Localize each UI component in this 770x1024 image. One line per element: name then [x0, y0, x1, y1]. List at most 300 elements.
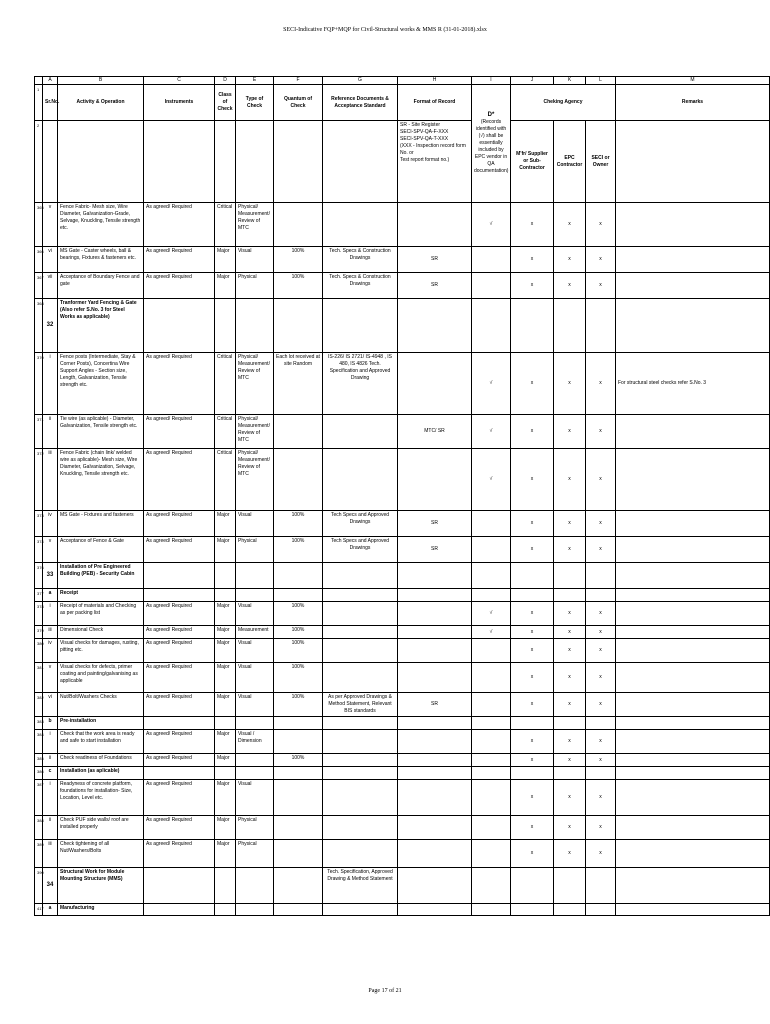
- row-number: 367: [35, 273, 43, 299]
- supplier-mark-cell: x: [511, 353, 554, 415]
- activity-cell: Fence posts (Intermediate, Stay & Corner Posts), Concertina Wire Support Angles - Section size, Length, Galvanization, Tensile strength etc.: [58, 353, 144, 415]
- seci-mark-cell: [586, 589, 616, 602]
- epc-mark-cell: x: [554, 537, 586, 563]
- serial-cell: vi: [43, 247, 58, 273]
- reference-cell: [323, 299, 398, 353]
- column-letter: D: [215, 77, 236, 85]
- table-row: [35, 904, 770, 916]
- epc-mark-cell: [554, 767, 586, 780]
- instruments-cell: As agreed/ Required: [144, 273, 215, 299]
- table-row: [35, 730, 770, 754]
- d-mark-cell: [472, 717, 511, 730]
- column-letter: K: [554, 77, 586, 85]
- class-cell: Major: [215, 663, 236, 693]
- activity-cell: Receipt: [58, 589, 144, 602]
- remarks-cell: [616, 589, 770, 602]
- serial-cell: v: [43, 537, 58, 563]
- column-letter: M: [616, 77, 770, 85]
- epc-mark-cell: [554, 868, 586, 904]
- row-number: 389: [35, 840, 43, 868]
- remarks-cell: [616, 273, 770, 299]
- type-cell: Visual: [236, 639, 274, 663]
- instruments-cell: [144, 904, 215, 916]
- d-mark-cell: [472, 537, 511, 563]
- supplier-mark-cell: x: [511, 639, 554, 663]
- serial-cell: iii: [43, 449, 58, 511]
- class-cell: [215, 299, 236, 353]
- type-cell: Visual: [236, 247, 274, 273]
- reference-cell: As per Approved Drawings & Method Statement, Relevant BIS standards: [323, 693, 398, 717]
- column-letter: C: [144, 77, 215, 85]
- type-cell: Visual: [236, 780, 274, 816]
- quantum-cell: 100%: [274, 273, 323, 299]
- activity-cell: Check tightening of all Nut/Washers/Bolts: [58, 840, 144, 868]
- remarks-cell: [616, 693, 770, 717]
- format-cell: [398, 203, 472, 247]
- quantum-cell: [274, 589, 323, 602]
- class-cell: Major: [215, 639, 236, 663]
- d-mark-cell: [472, 589, 511, 602]
- table-row: [35, 602, 770, 626]
- srno-header: Sr.No.: [43, 85, 58, 121]
- row-number: 387: [35, 780, 43, 816]
- remarks-cell: [616, 780, 770, 816]
- serial-cell: a: [43, 904, 58, 916]
- remarks-cell: [616, 717, 770, 730]
- class-cell: Major: [215, 693, 236, 717]
- remarks-cell: [616, 511, 770, 537]
- class-cell: Major: [215, 730, 236, 754]
- format-cell: MTC/ SR: [398, 415, 472, 449]
- column-letter: G: [323, 77, 398, 85]
- seci-mark-cell: x: [586, 273, 616, 299]
- instruments-cell: As agreed/ Required: [144, 639, 215, 663]
- serial-cell: iii: [43, 626, 58, 639]
- seci-mark-cell: [586, 563, 616, 589]
- row-number: 385: [35, 754, 43, 767]
- remarks-cell: [616, 537, 770, 563]
- format-cell: [398, 602, 472, 626]
- quantum-cell: [274, 816, 323, 840]
- instruments-cell: [144, 589, 215, 602]
- reference-cell: [323, 767, 398, 780]
- serial-cell: v: [43, 203, 58, 247]
- supplier-mark-cell: x: [511, 626, 554, 639]
- format-cell: [398, 904, 472, 916]
- d-mark-cell: [472, 663, 511, 693]
- instruments-cell: As agreed/ Required: [144, 203, 215, 247]
- supplier-mark-cell: x: [511, 693, 554, 717]
- instruments-cell: As agreed/ Required: [144, 754, 215, 767]
- serial-cell: a: [43, 589, 58, 602]
- table-row: [35, 816, 770, 840]
- format-cell: [398, 563, 472, 589]
- instruments-cell: [144, 717, 215, 730]
- seci-mark-cell: x: [586, 754, 616, 767]
- supplier-mark-cell: x: [511, 203, 554, 247]
- supplier-mark-cell: x: [511, 247, 554, 273]
- epc-mark-cell: x: [554, 449, 586, 511]
- quality-plan-table: [34, 76, 770, 916]
- supplier-mark-cell: x: [511, 449, 554, 511]
- format-cell: [398, 868, 472, 904]
- epc-mark-cell: x: [554, 639, 586, 663]
- format-cell: [398, 754, 472, 767]
- serial-cell: ii: [43, 816, 58, 840]
- seci-mark-cell: x: [586, 663, 616, 693]
- serial-cell: vi: [43, 693, 58, 717]
- serial-cell: 33: [43, 563, 58, 589]
- remarks-cell: [616, 904, 770, 916]
- activity-cell: Fence Fabric- Mesh size, Wire Diameter, Galvanization-Grade, Selvage, Knuckling, Tensile strength etc.: [58, 203, 144, 247]
- remarks-cell: [616, 816, 770, 840]
- activity-cell: Tranformer Yard Fencing & Gate (Also refer S.No. 3 for Steel Works as applicable): [58, 299, 144, 353]
- column-letter: A: [43, 77, 58, 85]
- quantum-cell: [274, 299, 323, 353]
- class-cell: [215, 904, 236, 916]
- records-note: (Records identified with (√) shall be essentially included by EPC vendor in QA documentation): [474, 119, 509, 174]
- class-cell: [215, 717, 236, 730]
- supplier-mark-cell: [511, 868, 554, 904]
- format-cell: [398, 717, 472, 730]
- instruments-cell: As agreed/ Required: [144, 780, 215, 816]
- table-row: [35, 626, 770, 639]
- instruments-cell: [144, 563, 215, 589]
- class-cell: Major: [215, 247, 236, 273]
- d-mark-cell: [472, 840, 511, 868]
- activity-cell: Acceptance of Fence & Gate: [58, 537, 144, 563]
- row-number: 381: [35, 663, 43, 693]
- quantum-cell: 100%: [274, 511, 323, 537]
- reference-cell: [323, 626, 398, 639]
- activity-cell: Receipt of materials and Checking as per packing list: [58, 602, 144, 626]
- d-mark-cell: √: [472, 203, 511, 247]
- format-legend: SR - Site Register SECI-SPV-QA-F-XXX SECI-SPV-QA-T-XXX (XXX - Inspection record form No. or Test report format no.): [398, 121, 472, 203]
- instruments-cell: As agreed/ Required: [144, 693, 215, 717]
- supplier-mark-cell: x: [511, 602, 554, 626]
- row-number: 384: [35, 730, 43, 754]
- instruments-cell: As agreed/ Required: [144, 537, 215, 563]
- d-mark-cell: [472, 904, 511, 916]
- row-number: 417: [35, 904, 43, 916]
- format-header: Format of Record: [398, 85, 472, 121]
- activity-cell: MS Gate - Fixtures and fasteners: [58, 511, 144, 537]
- table-row: [35, 840, 770, 868]
- table-row: [35, 589, 770, 602]
- quantum-cell: 100%: [274, 663, 323, 693]
- supplier-mark-cell: x: [511, 754, 554, 767]
- activity-cell: Fence Fabric (chain link/ welded wire as aplicable)- Mesh size, Wire Diameter, Galvanization, Selvage, Knuckling, Tensile strength etc.: [58, 449, 144, 511]
- epc-mark-cell: x: [554, 511, 586, 537]
- quantum-cell: [274, 767, 323, 780]
- quantum-cell: [274, 449, 323, 511]
- activity-cell: Structural Work for Module Mounting Structure (MMS): [58, 868, 144, 904]
- table-row: [35, 247, 770, 273]
- format-cell: [398, 626, 472, 639]
- type-cell: Visual: [236, 663, 274, 693]
- remarks-cell: [616, 840, 770, 868]
- quantum-cell: [274, 868, 323, 904]
- class-cell: Major: [215, 273, 236, 299]
- epc-mark-cell: x: [554, 780, 586, 816]
- seci-mark-cell: x: [586, 780, 616, 816]
- d-mark-cell: [472, 639, 511, 663]
- d-mark-cell: √: [472, 353, 511, 415]
- row-number: 368: [35, 299, 43, 353]
- row-number: 377: [35, 589, 43, 602]
- type-cell: Visual: [236, 511, 274, 537]
- activity-header: Activity & Operation: [58, 85, 144, 121]
- reference-cell: [323, 589, 398, 602]
- seci-mark-cell: [586, 299, 616, 353]
- reference-cell: Tech Specs and Approved Drawings: [323, 511, 398, 537]
- table-row: [35, 663, 770, 693]
- serial-cell: b: [43, 717, 58, 730]
- row-number: 371: [35, 415, 43, 449]
- epc-mark-cell: x: [554, 203, 586, 247]
- remarks-cell: [616, 767, 770, 780]
- d-mark-cell: [472, 273, 511, 299]
- header-row-1: [35, 85, 770, 121]
- serial-cell: 34: [43, 868, 58, 904]
- epc-mark-cell: x: [554, 754, 586, 767]
- serial-cell: ii: [43, 415, 58, 449]
- row-number: 378: [35, 602, 43, 626]
- reference-cell: [323, 563, 398, 589]
- instruments-cell: As agreed/ Required: [144, 816, 215, 840]
- reference-cell: [323, 780, 398, 816]
- activity-cell: Visual checks for damages, rusting, pitting etc.: [58, 639, 144, 663]
- remarks-cell: [616, 868, 770, 904]
- supplier-mark-cell: [511, 904, 554, 916]
- serial-cell: iv: [43, 639, 58, 663]
- class-cell: [215, 563, 236, 589]
- epc-mark-cell: x: [554, 840, 586, 868]
- class-cell: Major: [215, 602, 236, 626]
- header-row-2: [35, 121, 770, 203]
- supplier-mark-cell: [511, 563, 554, 589]
- quantum-cell: [274, 780, 323, 816]
- epc-mark-cell: [554, 717, 586, 730]
- seci-mark-cell: [586, 717, 616, 730]
- class-cell: Major: [215, 840, 236, 868]
- type-cell: Physical: [236, 840, 274, 868]
- epc-mark-cell: [554, 299, 586, 353]
- seci-mark-cell: x: [586, 203, 616, 247]
- format-cell: [398, 663, 472, 693]
- supplier-mark-cell: x: [511, 537, 554, 563]
- row-number: 372: [35, 449, 43, 511]
- table-row: [35, 780, 770, 816]
- activity-cell: Dimensional Check: [58, 626, 144, 639]
- type-cell: [236, 589, 274, 602]
- supplier-mark-cell: [511, 589, 554, 602]
- seci-mark-cell: x: [586, 730, 616, 754]
- epc-mark-cell: x: [554, 353, 586, 415]
- instruments-cell: As agreed/ Required: [144, 840, 215, 868]
- reference-cell: Tech. Specification, Approved Drawing & Method Statement: [323, 868, 398, 904]
- remarks-cell: [616, 663, 770, 693]
- d-mark-cell: [472, 563, 511, 589]
- table-row: [35, 717, 770, 730]
- supplier-mark-cell: x: [511, 780, 554, 816]
- instruments-cell: [144, 868, 215, 904]
- instruments-header: Instruments: [144, 85, 215, 121]
- quantum-cell: 100%: [274, 693, 323, 717]
- supplier-mark-cell: x: [511, 730, 554, 754]
- class-cell: Critical: [215, 415, 236, 449]
- d-mark-cell: [472, 511, 511, 537]
- type-cell: Visual / Dimension: [236, 730, 274, 754]
- epc-mark-cell: x: [554, 247, 586, 273]
- table-row: [35, 868, 770, 904]
- table-row: [35, 415, 770, 449]
- epc-mark-cell: [554, 589, 586, 602]
- quantum-cell: 100%: [274, 247, 323, 273]
- format-cell: [398, 589, 472, 602]
- seci-mark-cell: x: [586, 639, 616, 663]
- page-header: SECI-Indicative FQP+MQP for Civil-Structural works & MMS R (31-01-2018).xlsx: [283, 27, 487, 33]
- reference-cell: [323, 904, 398, 916]
- row-number: 382: [35, 693, 43, 717]
- epc-mark-cell: x: [554, 693, 586, 717]
- epc-mark-cell: x: [554, 730, 586, 754]
- remarks-cell: [616, 203, 770, 247]
- d-header: D*: [487, 112, 495, 118]
- seci-mark-cell: [586, 767, 616, 780]
- reference-cell: [323, 203, 398, 247]
- remarks-cell: [616, 626, 770, 639]
- class-cell: [215, 767, 236, 780]
- remarks-cell: [616, 602, 770, 626]
- remarks-header: Remarks: [616, 85, 770, 121]
- class-cell: [215, 868, 236, 904]
- serial-cell: ii: [43, 754, 58, 767]
- quantum-cell: 100%: [274, 537, 323, 563]
- table-row: [35, 537, 770, 563]
- row-number: 366: [35, 247, 43, 273]
- reference-cell: [323, 730, 398, 754]
- activity-cell: Check that the work area is ready and safe to start installation: [58, 730, 144, 754]
- row-number: 376: [35, 563, 43, 589]
- quantum-cell: [274, 717, 323, 730]
- type-cell: Measurement: [236, 626, 274, 639]
- type-cell: Physical/ Measurement/ Review of MTC: [236, 203, 274, 247]
- type-cell: Visual: [236, 693, 274, 717]
- activity-cell: Manufacturing: [58, 904, 144, 916]
- seci-header: SECI or Owner: [586, 121, 616, 203]
- d-mark-cell: [472, 693, 511, 717]
- seci-mark-cell: x: [586, 626, 616, 639]
- remarks-cell: [616, 449, 770, 511]
- format-cell: [398, 730, 472, 754]
- epc-mark-cell: x: [554, 602, 586, 626]
- column-letter: J: [511, 77, 554, 85]
- type-cell: [236, 563, 274, 589]
- type-cell: [236, 868, 274, 904]
- type-cell: Visual: [236, 602, 274, 626]
- remarks-cell: [616, 754, 770, 767]
- format-cell: SR: [398, 511, 472, 537]
- seci-mark-cell: x: [586, 449, 616, 511]
- class-cell: Major: [215, 537, 236, 563]
- row-number: 390: [35, 868, 43, 904]
- class-cell: [215, 589, 236, 602]
- seci-mark-cell: x: [586, 693, 616, 717]
- d-mark-cell: √: [472, 626, 511, 639]
- row-number: 388: [35, 816, 43, 840]
- activity-cell: Installation of Pre Engineered Building (PEB) - Security Cabin: [58, 563, 144, 589]
- mfr-header: M'fr/ Supplier or Sub-Contractor: [511, 121, 554, 203]
- reference-cell: [323, 816, 398, 840]
- type-cell: Physical/ Measurement/ Review of MTC: [236, 449, 274, 511]
- row-number: 380: [35, 639, 43, 663]
- quantum-header: Quantum of Check: [274, 85, 323, 121]
- type-cell: [236, 904, 274, 916]
- type-header: Type of Check: [236, 85, 274, 121]
- supplier-mark-cell: x: [511, 663, 554, 693]
- format-cell: SR: [398, 247, 472, 273]
- type-cell: [236, 754, 274, 767]
- type-cell: Physical: [236, 816, 274, 840]
- activity-cell: Check readiness of Foundations: [58, 754, 144, 767]
- remarks-cell: [616, 299, 770, 353]
- serial-cell: i: [43, 353, 58, 415]
- class-cell: Major: [215, 754, 236, 767]
- checking-agency-header: Cheking Agency: [511, 85, 616, 121]
- remarks-cell: [616, 563, 770, 589]
- epc-mark-cell: [554, 904, 586, 916]
- quantum-cell: [274, 730, 323, 754]
- table-row: [35, 767, 770, 780]
- type-cell: Physical: [236, 273, 274, 299]
- reference-cell: [323, 663, 398, 693]
- column-letter: L: [586, 77, 616, 85]
- instruments-cell: As agreed/ Required: [144, 247, 215, 273]
- supplier-mark-cell: [511, 299, 554, 353]
- serial-cell: iv: [43, 511, 58, 537]
- d-mark-cell: [472, 299, 511, 353]
- row-number: 365: [35, 203, 43, 247]
- reference-cell: [323, 449, 398, 511]
- supplier-mark-cell: [511, 717, 554, 730]
- quantum-cell: 100%: [274, 626, 323, 639]
- d-mark-cell: [472, 730, 511, 754]
- instruments-cell: As agreed/ Required: [144, 663, 215, 693]
- table-row: [35, 693, 770, 717]
- column-letter: E: [236, 77, 274, 85]
- d-mark-cell: [472, 868, 511, 904]
- table-row: [35, 511, 770, 537]
- supplier-mark-cell: x: [511, 511, 554, 537]
- row-number: 2: [35, 121, 43, 203]
- supplier-mark-cell: x: [511, 273, 554, 299]
- format-cell: [398, 780, 472, 816]
- row-number: 1: [35, 85, 43, 121]
- quantum-cell: [274, 840, 323, 868]
- supplier-mark-cell: x: [511, 415, 554, 449]
- table-row: [35, 639, 770, 663]
- epc-mark-cell: x: [554, 663, 586, 693]
- d-mark-cell: [472, 754, 511, 767]
- class-cell: Major: [215, 816, 236, 840]
- epc-mark-cell: x: [554, 816, 586, 840]
- epc-mark-cell: x: [554, 626, 586, 639]
- instruments-cell: As agreed/ Required: [144, 449, 215, 511]
- corner-cell: [35, 77, 43, 85]
- quantum-cell: Each lot received at site Random: [274, 353, 323, 415]
- seci-mark-cell: [586, 868, 616, 904]
